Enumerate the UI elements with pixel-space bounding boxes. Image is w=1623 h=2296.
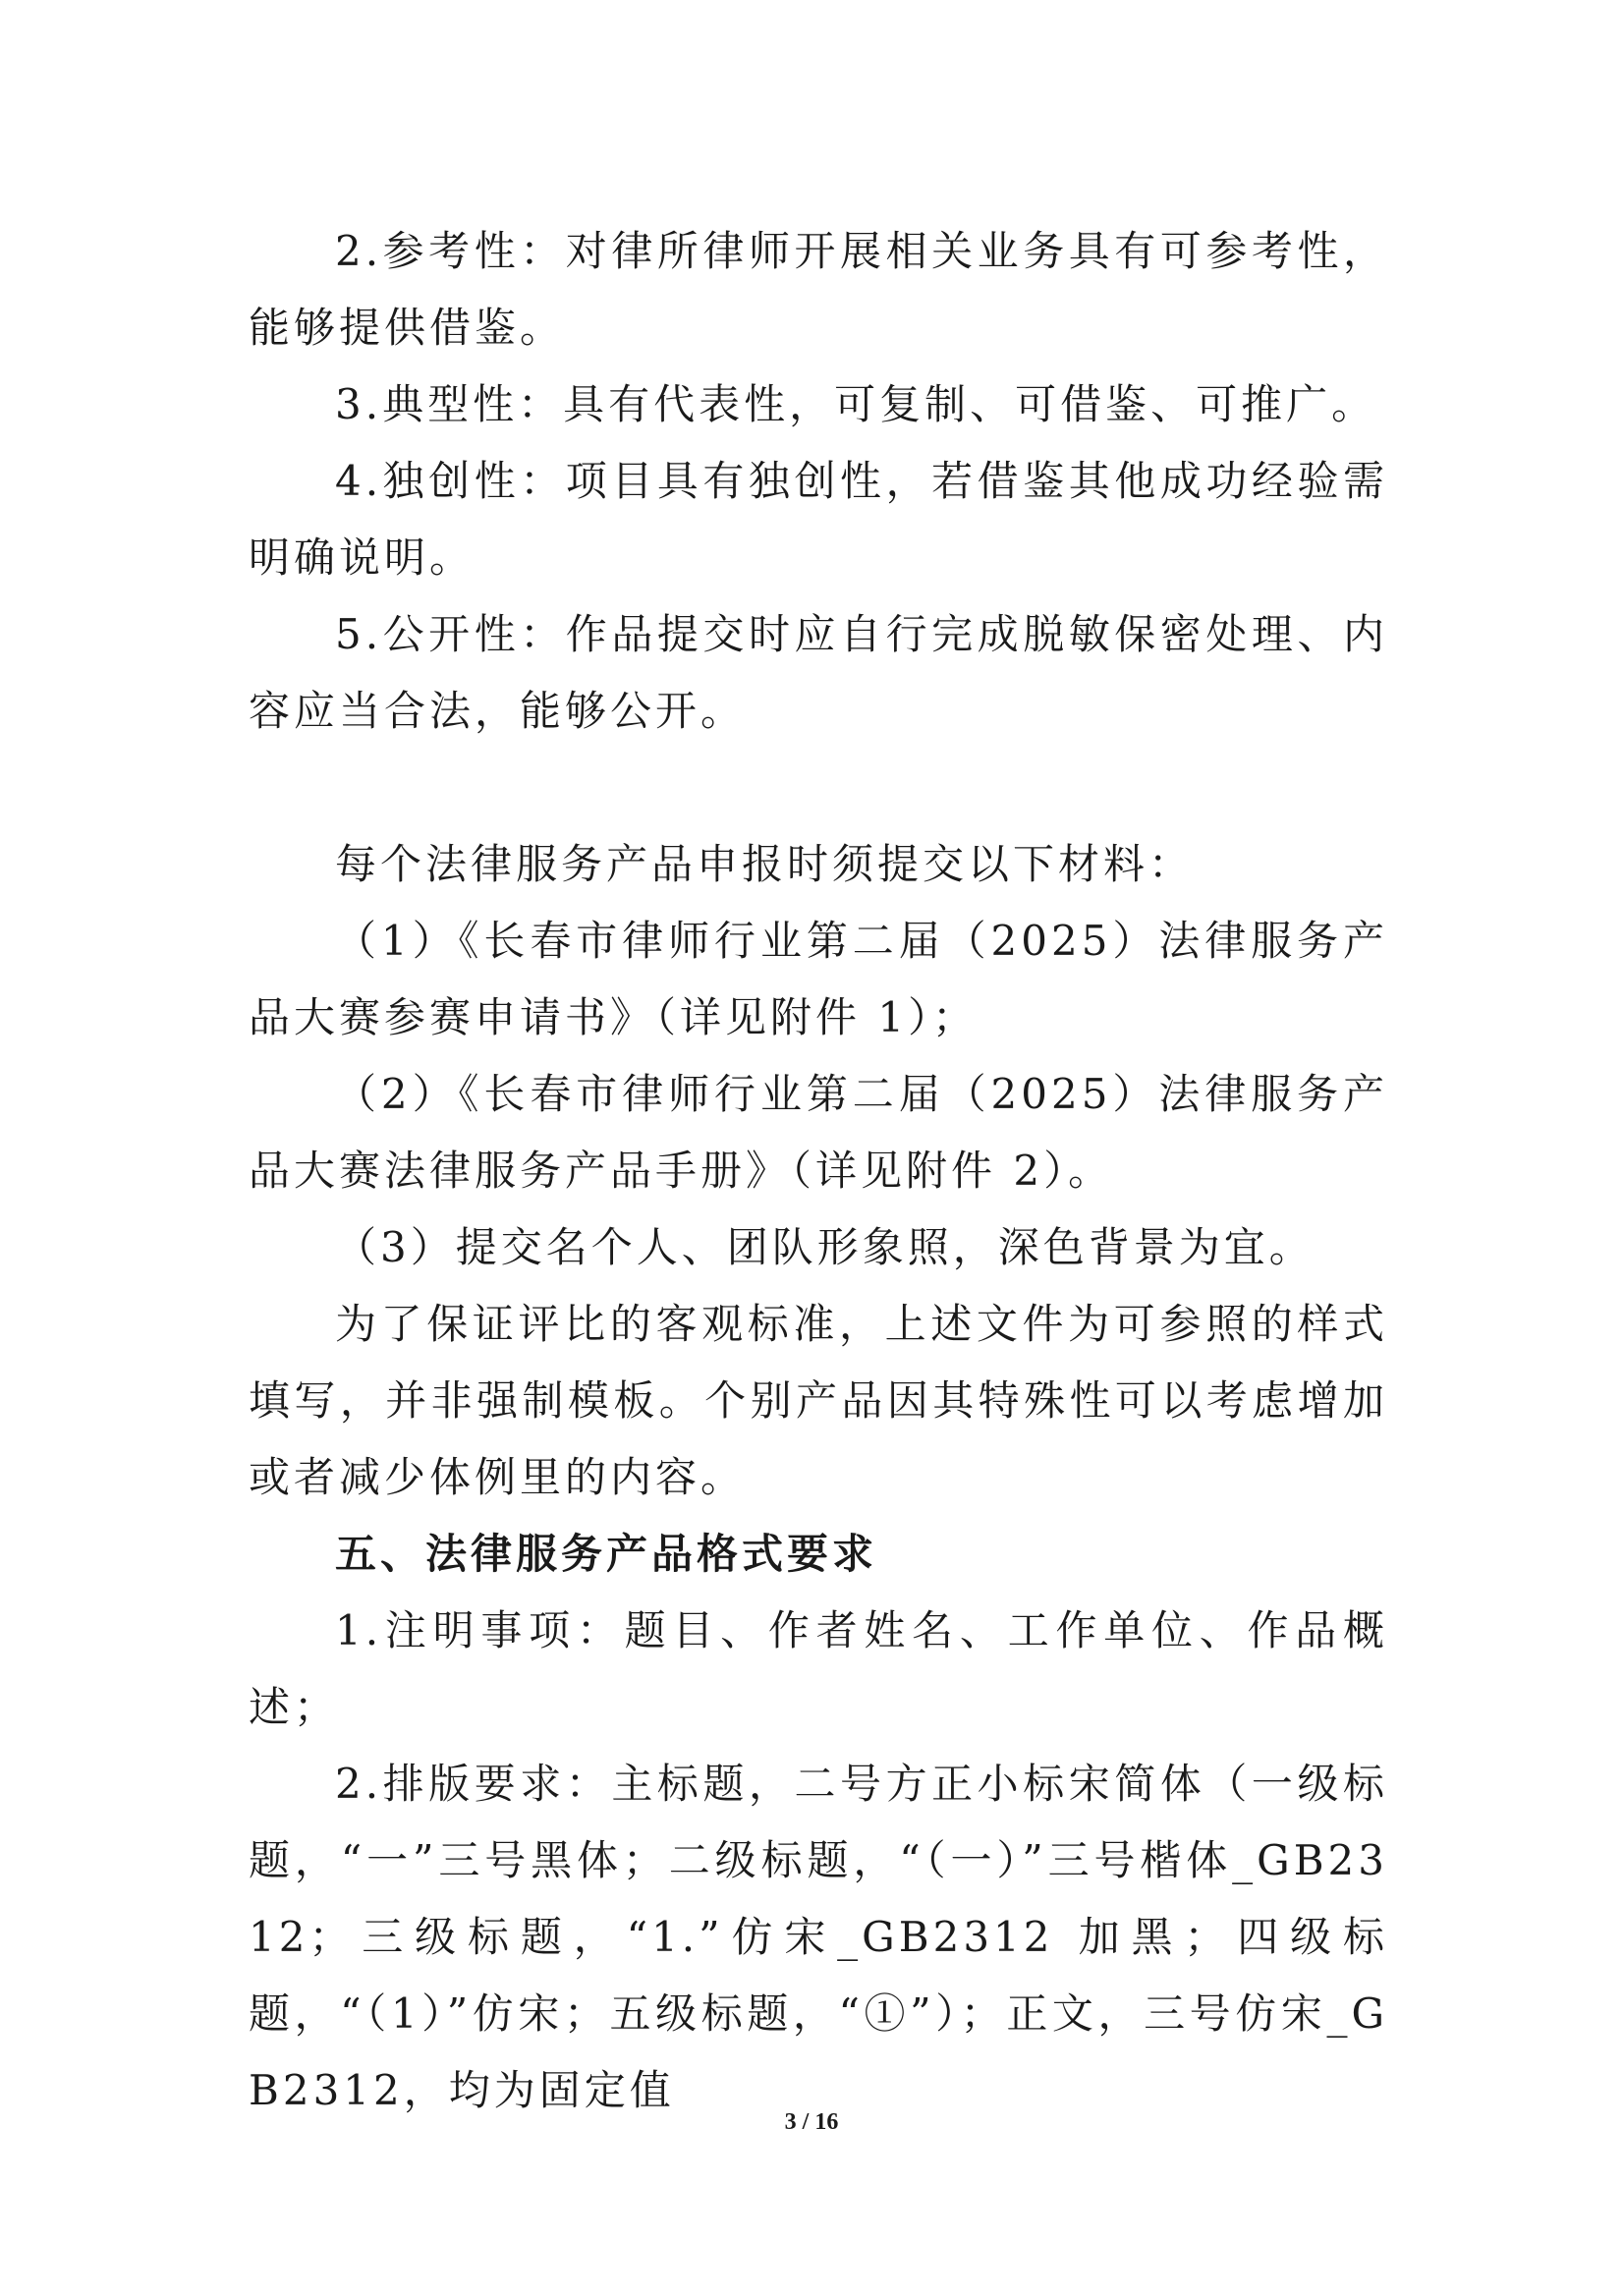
page-number: 3 / 16 <box>784 2109 839 2135</box>
materials-intro: 每个法律服务产品申报时须提交以下材料： <box>335 840 1195 888</box>
paragraph-gap <box>249 750 1388 826</box>
material-item-3: （3）提交名个人、团队形象照，深色背景为宜。 <box>335 1223 1315 1271</box>
material-item-1: （1）《长春市律师行业第二届（2025）法律服务产品大赛参赛申请书》（详见附件 1）； <box>249 917 1388 1041</box>
materials-note: 为了保证评比的客观标准，上述文件为可参照的样式填写，并非强制模板。个别产品因其特殊性可以考虑增加或者减少体例里的内容。 <box>249 1300 1388 1501</box>
criterion-typical: 3.典型性：具有代表性，可复制、可借鉴、可推广。 <box>335 380 1377 428</box>
criterion-reference: 2.参考性：对律所律师开展相关业务具有可参考性，能够提供借鉴。 <box>249 227 1388 352</box>
material-item-2: （2）《长春市律师行业第二届（2025）法律服务产品大赛法律服务产品手册》（详见附件 2）。 <box>249 1070 1388 1195</box>
criterion-originality: 4.独创性：项目具有独创性，若借鉴其他成功经验需明确说明。 <box>249 457 1388 582</box>
format-item-1: 1.注明事项：题目、作者姓名、工作单位、作品概述； <box>249 1606 1388 1731</box>
section-heading: 五、法律服务产品格式要求 <box>335 1530 878 1578</box>
page-content <box>249 213 1388 2129</box>
criterion-publicity: 5.公开性：作品提交时应自行完成脱敏保密处理、内容应当合法，能够公开。 <box>249 610 1388 735</box>
format-item-2: 2.排版要求：主标题，二号方正小标宋简体（一级标题，“一”三号黑体；二级标题，“（一）”三号楷体_GB2312；三级标题，“1.”仿宋_GB2312 加黑；四级标题，“（1）”仿宋；五级标题，“①”）；正文，三号仿宋_GB2312，均为固定值 <box>249 1760 1388 2114</box>
